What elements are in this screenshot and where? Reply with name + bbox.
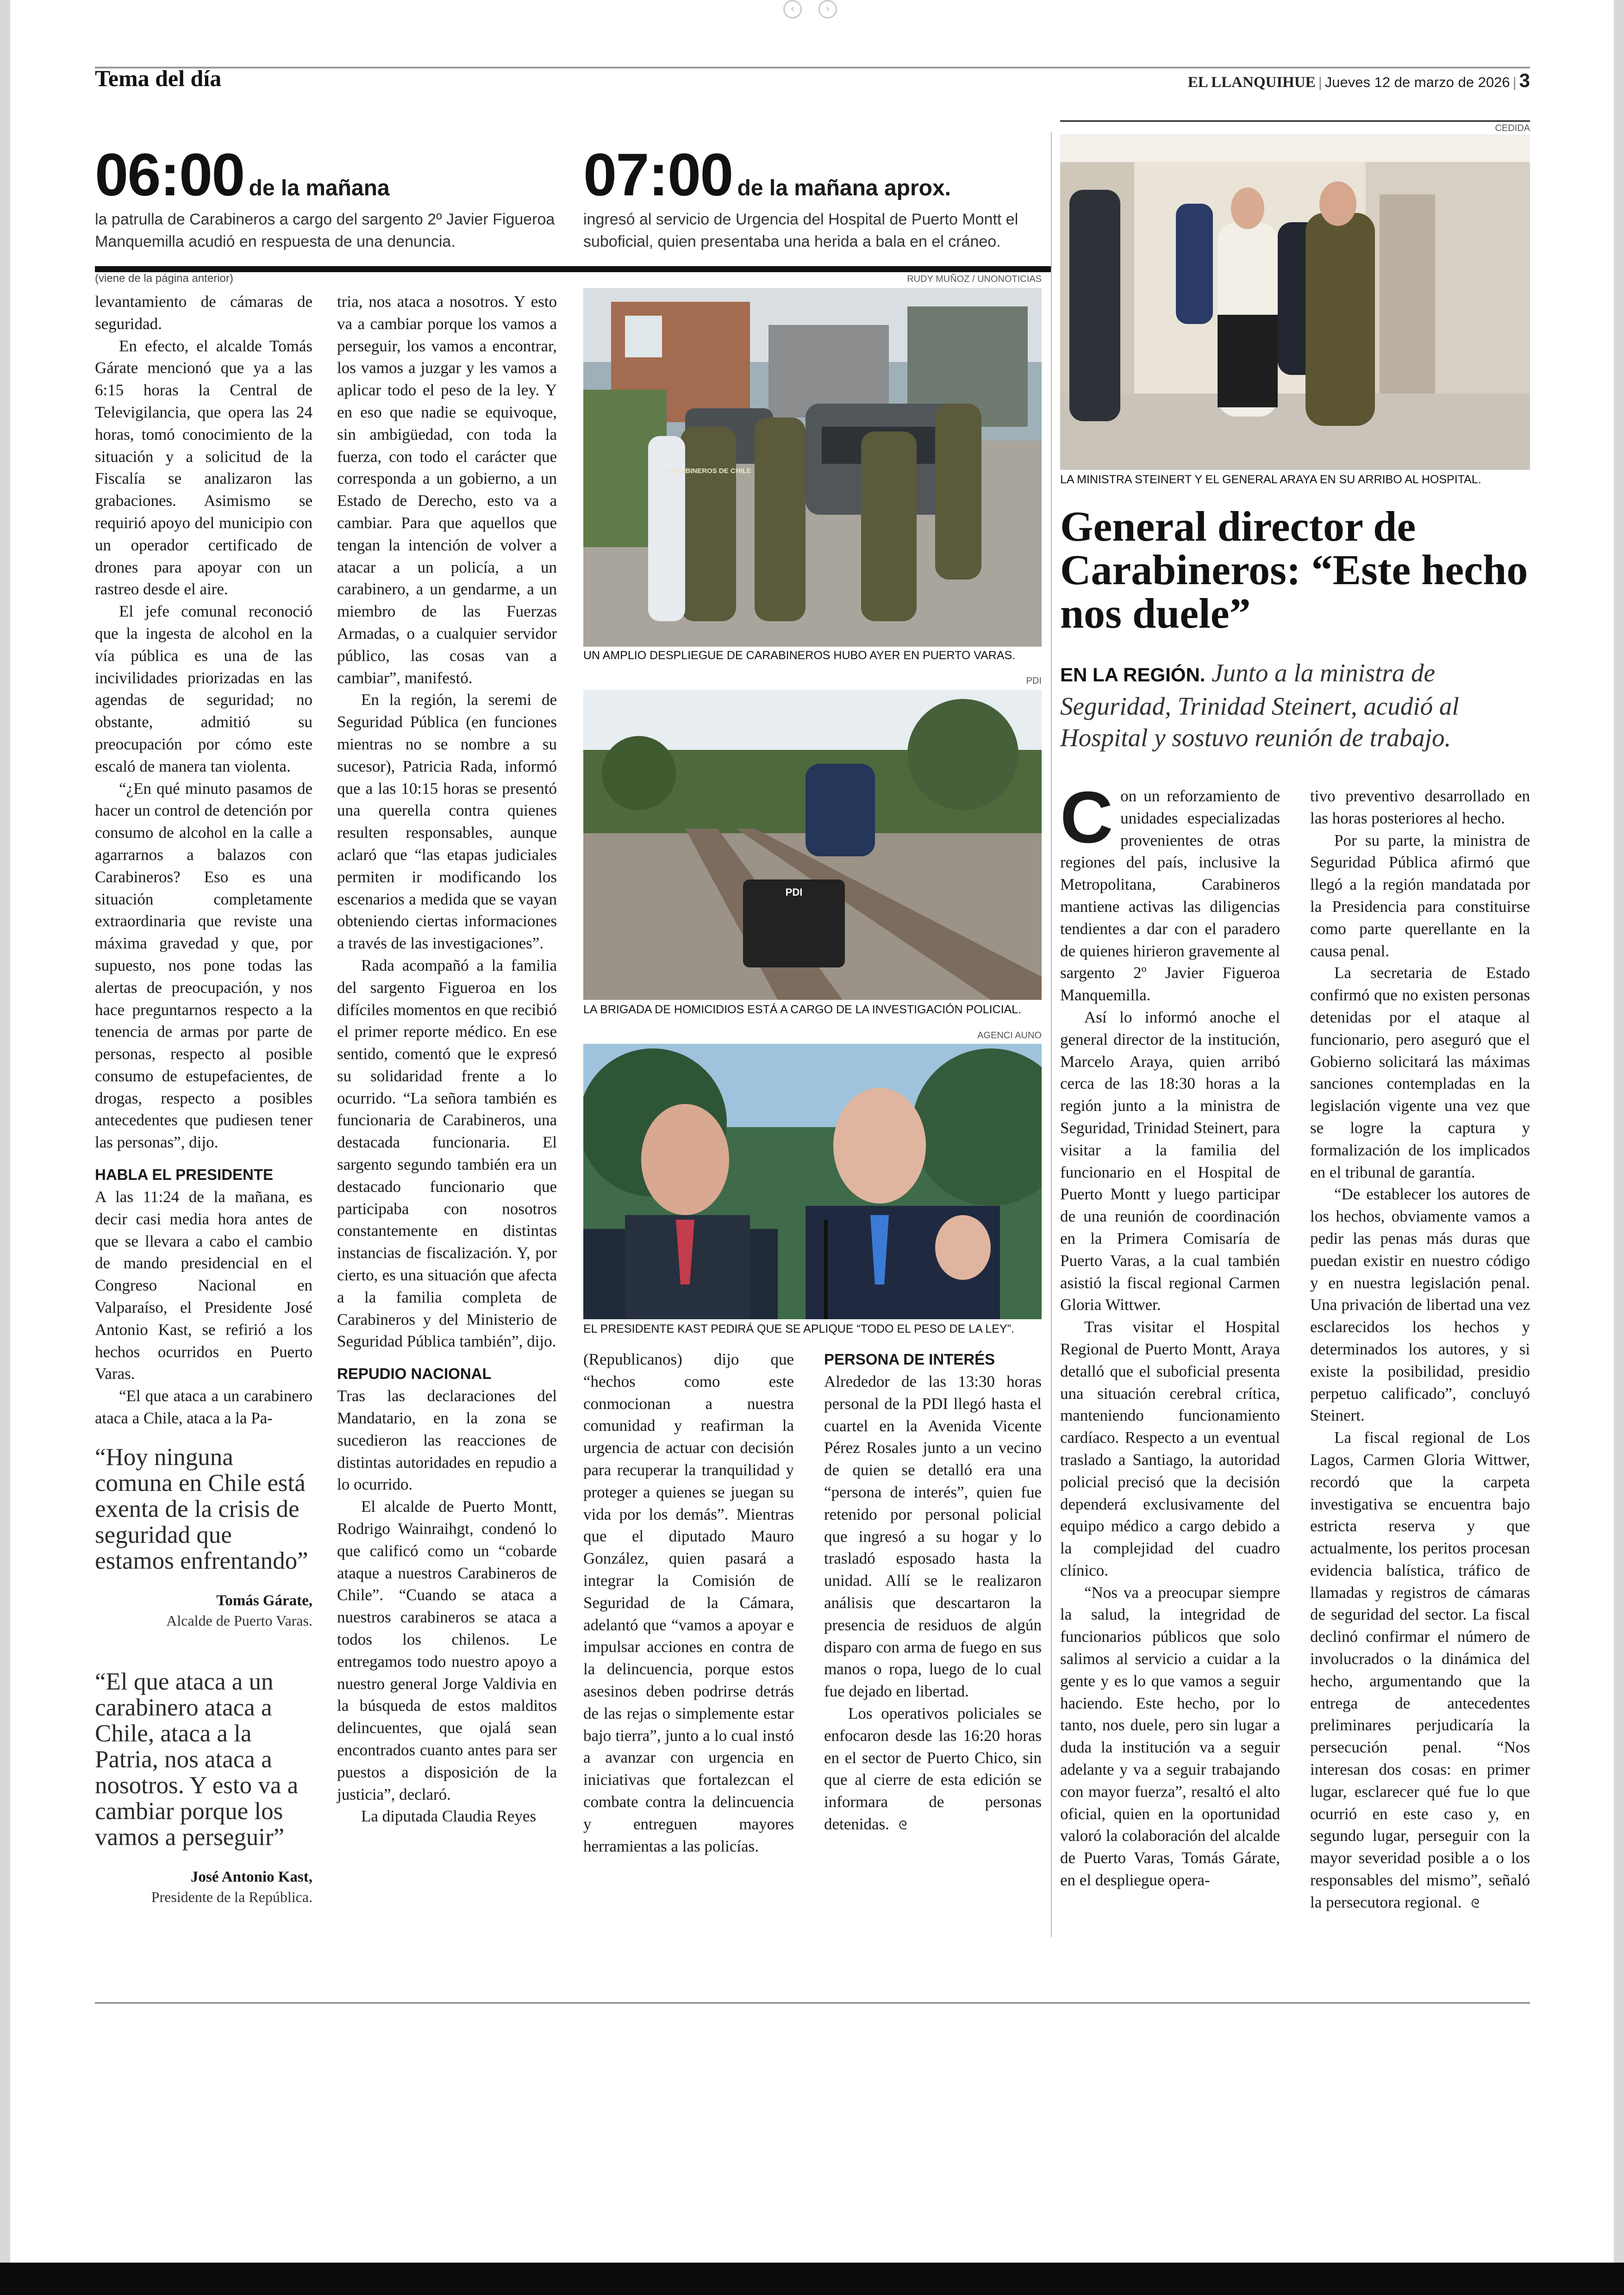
paragraph-text: La fiscal regional de Los Lagos, Carmen Gloria Wittwer, recordó que la carpeta investigativa se encuentra bajo estricta reserva y que actualmente, los peritos procesan evidencia balística, tráfico de llamadas y registros de cámaras de seguridad del sector. La fiscal declinó confirmar el número de involucrados o la dinámica del hecho, argumentando que la entrega de antecedentes preliminares perjudicaría la persecución penal. “Nos interesan dos cosas: en primer lugar, esclarecer qué fue lo que ocurrió en este caso y, en segundo lugar, perseguir con la mayor severidad posible a o los responsables del mismo”, señaló la persecutora regional. [1310,1428,1530,1911]
prev-page-button[interactable]: ‹ [783,0,802,19]
paragraph: Tras las declaraciones del Mandatario, en la zona se sucedieron las reacciones de distintas autoridades en repudio a lo ocurrido. [337,1387,557,1494]
paragraph: tria, nos ataca a nosotros. Y esto va a cambiar porque los vamos a perseguir, los vamos a encontrar, los vamos a juzgar y les vamos a aplicar todo el peso de la ley. Y en eso que nadie se equivoque, sin ambigüedad, con toda la fuerza, con todo el carácter que corresponda a un gobierno, a un Estado de Derecho, esto va a cambiar. Para que aquellos que tengan la intención de volver a atacar a un policía, a un carabinero, a un gendarme, a un miembro de las Fuerzas Armadas, o a cualquier servidor público, las cosas van a cambiar”, manifestó. [337,293,557,687]
article-column-3 [583,1348,794,1857]
viewer-left-margin [0,0,10,2295]
quote-text: “El que ataca a un carabinero ataca a Chile, ataca a la Patria, nos ataca a nosotros. Y esto va a cambiar porque los vamos a perseguir” [95,1668,299,1851]
timeline-time: 06:00 [95,141,244,208]
article-deck [1060,657,1530,754]
paragraph: El alcalde de Puerto Montt, Rodrigo Wainraihgt, condenó lo que calificó como un “cobarde ataque a nuestros Carabineros de Chile”. “Cuando se ataca a nuestros carabineros se ataca a todos los chilenos. Le entregamos todo nuestro apoyo a nuestro general Jorge Valdivia en la búsqueda de estos malditos delincuentes, que ojalá sean encontrados cuanto antes para ser puestos a disposición de la justicia”, declaró. [337,1497,557,1803]
quote-author: José Antonio Kast, [190,1869,312,1885]
paragraph: Por su parte, la ministra de Seguridad Pública afirmó que llegó a la región mandatada por la Presidencia para constituirse como parte querellante en la causa penal. [1310,831,1530,960]
timeline-item [583,141,1037,253]
paragraph: La secretaria de Estado confirmó que no existen personas detenidas por el ataque al funcionario, pero aseguró que el Gobierno solicitará las máximas sanciones contempladas en la legislación vigente una vez que se logre la captura y formalización de los implicados en el tribunal de garantía. [1310,964,1530,1181]
timeline-rule [95,266,1051,272]
photo-credit: CEDIDA [1495,123,1530,133]
section-label: Tema del día [95,65,222,91]
article-column-1 [95,291,312,1429]
paragraph [824,1703,1042,1837]
paragraph: (Republicanos) dijo que “hechos como este conmocionan a nuestra comunidad y reafirman la urgencia de actuar con decisión para recuperar la tranquilidad y proteger a quienes se juegan su vida por los demás”. Mientras que el diputado Mauro González, quien pasará a integrar la Comisión de Seguridad de la Cámara, adelantó que “vamos a apoyar e impulsar acciones en contra de la delincuencia, porque estos asesinos deben podrirse detrás de las rejas o simplemente estar bajo tierra”, junto a lo cual instó a avanzar con urgencia en iniciativas que fortalezcan el combate contra la delincuencia y entreguen mayores herramientas a las policías. [583,1350,794,1855]
subhead: PERSONA DE INTERÉS [824,1351,995,1368]
folio: EL LLANQUIHUE | Jueves 12 de marzo de 2026 | 3 [1187,69,1530,91]
paragraph: La diputada Claudia Reyes [361,1807,537,1826]
timeline-text: la patrulla de Carabineros a cargo del sargento 2º Javier Figueroa Manquemilla acudió en respuesta de una denuncia. [95,211,555,250]
photo-credit: PDI [1026,676,1042,686]
paragraph: Rada acompañó a la familia del sargento Figueroa en los difíciles momentos en que recibió el primer reporte médico. En ese sentido, comentó que le expresó su solidaridad frente a lo ocurrido. “La señora también es funcionaria de Carabineros, una destacada funcionaria. El sargento segundo también era un destacado funcionario que participaba con nosotros constantemente en distintas instancias de fiscalización. Y, por cierto, es una situación que afecta a la familia completa de Carabineros y del Ministerio de Seguridad Pública también”, dijo. [337,956,557,1351]
page-number: 3 [1519,69,1530,91]
column-divider [1051,132,1052,1937]
newspaper-page [95,60,1530,2027]
quote-role: Alcalde de Puerto Varas. [166,1612,312,1629]
hospital-arrival-photo [1060,134,1530,470]
paragraph: “Nos va a preocupar siempre la salud, la integridad de funcionarios públicos que solo salimos al servicio a cuidar a la gente y es lo que vamos a seguir haciendo. Este hecho, por lo tanto, nos duele, pero sin lugar a duda la institución va a seguir adelante y va a seguir trabajando con mayor fuerza”, resaltó el alto oficial, quien en la oportunidad valoró la colaboración del alcalde de Puerto Varas, Tomás Gárate, en el despliegue opera- [1060,1583,1280,1890]
photo-caption: LA MINISTRA STEINERT Y EL GENERAL ARAYA EN SU ARRIBO AL HOSPITAL. [1060,473,1481,486]
pull-quote [95,1669,312,1906]
article-deck-text: Junto a la ministra de Seguridad, Trinidad Steinert, acudió al Hospital y sostuvo reunión de trabajo. [1060,659,1459,752]
right-article-rule [1060,120,1530,122]
right-article-column-2 [1310,785,1530,1915]
carabineros-deployment-photo [583,288,1042,647]
issue-date: Jueves 12 de marzo de 2026 [1324,74,1510,90]
quote-text: “Hoy ninguna comuna en Chile está exenta de la crisis de seguridad que estamos enfrentando” [95,1444,308,1574]
article-column-2 [337,291,557,1827]
railway-investigation-photo [583,690,1042,1000]
article-column-4 [824,1348,1042,1837]
paragraph-text: on un reforzamiento de unidades especializadas provenientes de otras regiones del país, inclusive la Metropolitana, Carabineros mantiene activas las diligencias tendientes a dar con el paradero de quienes hirieron gravemente al sargento 2º Javier Figueroa Manquemilla. [1060,787,1280,1004]
photo-credit: RUDY MUÑOZ / UNONOTICIAS [907,274,1042,284]
subhead: HABLA EL PRESIDENTE [95,1166,274,1184]
paragraph: En efecto, el alcalde Tomás Gárate mencionó que ya a las 6:15 horas la Central de Televigilancia, que opera las 24 horas, tomó conocimiento de la situación y a solicitud de la Fiscalía se analizaron las grabaciones. Asimismo se requirió apoyo del municipio con un operador certificado de drones para apoyar con un rastreo desde el aire. [95,337,312,599]
paragraph [1310,1427,1530,1915]
continued-note: (viene de la página anterior) [95,272,233,285]
paragraph: El jefe comunal reconoció que la ingesta de alcohol en la vía pública es una de las incivilidades priorizadas en las agendas de seguridad; no obstante, admitió su preocupación por cómo este escaló de manera tan violenta. [95,602,312,775]
paragraph: tivo preventivo desarrollado en las horas posteriores al hecho. [1310,787,1530,827]
paragraph: Así lo informó anoche el general director de la institución, Marcelo Araya, quien arribó cerca de las 18:30 horas a la región junto a la ministra de Seguridad, Trinidad Steinert, para visitar a la familia del funcionario en el Hospital de Puerto Montt y luego participar de una reunión de coordinación en la Primera Comisaría de Puerto Varas, a la cual también asistió la fiscal regional Carmen Gloria Wittwer. [1060,1008,1280,1314]
photo-caption: EL PRESIDENTE KAST PEDIRÁ QUE SE APLIQUE “TODO EL PESO DE LA LEY”. [583,1322,1014,1335]
paragraph: A las 11:24 de la mañana, es decir casi media hora antes de que se llevara a cabo el cambio de mando presidencial en el Congreso Nacional en Valparaíso, el Presidente José Antonio Kast, se refirió a los hechos ocurridos en Puerto Varas. [95,1188,312,1383]
paragraph: “De establecer los autores de los hechos, obviamente vamos a pedir las penas más duras que puedan existir en nuestro código y en nuestra legislación penal. Una privación de libertad una vez esclarecidos los hechos y determinados los autores, y si existe la posibilidad, presidio perpetuo calificado”, concluyó Steinert. [1310,1185,1530,1425]
quote-author: Tomás Gárate, [216,1592,312,1609]
president-press-photo [583,1044,1042,1319]
photo-caption: UN AMPLIO DESPLIEGUE DE CARABINEROS HUBO AYER EN PUERTO VARAS. [583,649,1016,662]
timeline-item [95,141,558,253]
paragraph-text: Los operativos policiales se enfocaron desde las 16:20 horas en el sector de Puerto Chico, sin que al cierre de esta edición se informara de personas detenidas. [824,1704,1042,1833]
timeline-text: ingresó al servicio de Urgencia del Hospital de Puerto Montt el suboficial, quien presentaba una herida a bala en el cráneo. [583,211,1018,250]
timeline-time: 07:00 [583,141,733,208]
paragraph: Tras visitar el Hospital Regional de Puerto Montt, Araya detalló que el suboficial presenta una situación cerebral crítica, manteniendo funcionamiento cardíaco. Respecto a un eventual traslado a Santiago, la autoridad policial precisó que la decisión dependerá exclusivamente del equipo médico a cargo debido a la complejidad del cuadro clínico. [1060,1318,1280,1579]
paragraph: En la región, la seremi de Seguridad Pública (en funciones mientras no se nombre a su sucesor), Patricia Rada, informó que a las 10:15 horas se presentó una querella contra quienes resulten responsables, aunque aclaró que “las etapas judiciales permiten ir modificando los escenarios a medida que se vayan obteniendo ciertas informaciones a través de las investigaciones”. [337,691,557,953]
end-of-article-icon: ᘓ [898,1818,907,1833]
paragraph [1060,777,1280,1006]
case-label: PDI [785,886,803,898]
end-of-article-icon: ᘓ [1471,1896,1480,1911]
next-page-button[interactable]: › [818,0,837,19]
photo-caption: LA BRIGADA DE HOMICIDIOS ESTÁ A CARGO DE LA INVESTIGACIÓN POLICIAL. [583,1003,1022,1016]
article-headline: General director de Carabineros: “Este hecho nos duele” [1060,503,1528,637]
viewer-bottom-bar [0,2263,1624,2295]
right-article-column-1 [1060,777,1280,1891]
footer-rule [95,2002,1530,2004]
paragraph: levantamiento de cámaras de seguridad. [95,293,312,333]
drop-cap: C [1060,777,1113,858]
paragraph: “El que ataca a un carabinero ataca a Chile, ataca a la Pa- [95,1387,312,1428]
article-kicker: EN LA REGIÓN. [1060,664,1206,686]
photo-credit: AGENCI AUNO [977,1030,1042,1041]
header-rule [95,67,1530,69]
paragraph: Alrededor de las 13:30 horas personal de la PDI llegó hasta el cuartel en la Avenida Vicente Pérez Rosales junto a un vecino de quien se detalló era una “persona de interés”, quien fue retenido por personal policial que ingresó a su hogar y lo trasladó esposado hasta la unidad. Allí se le realizaron análisis que descartaron la presencia de residuos de algún disparo con arma de fuego en sus manos o ropa, luego de lo cual fue dejado en libertad. [824,1372,1042,1701]
paragraph: “¿En qué minuto pasamos de hacer un control de detención por consumo de alcohol en la calle a agarrarnos a balazos con Carabineros? Eso es una situación completamente extraordinaria que reviste una máxima gravedad y que, por supuesto, nos pone todas las alertas de preocupación, y nos hace preguntarnos respecto a la tenencia de armas por parte de personas, respecto al posible consumo de estupefacientes, de drogas, respecto a posibles antecedentes que pudiesen tener las personas”, dijo. [95,779,312,1152]
viewer-right-margin [1614,0,1624,2295]
pull-quote [95,1444,312,1629]
timeline-suffix: de la mañana aprox. [737,176,951,200]
subhead: REPUDIO NACIONAL [337,1365,492,1383]
publication-name: EL LLANQUIHUE [1187,74,1316,91]
vest-text: CARABINEROS DE CHILE [665,467,751,475]
timeline-suffix: de la mañana [249,176,390,200]
quote-role: Presidente de la República. [151,1889,312,1905]
